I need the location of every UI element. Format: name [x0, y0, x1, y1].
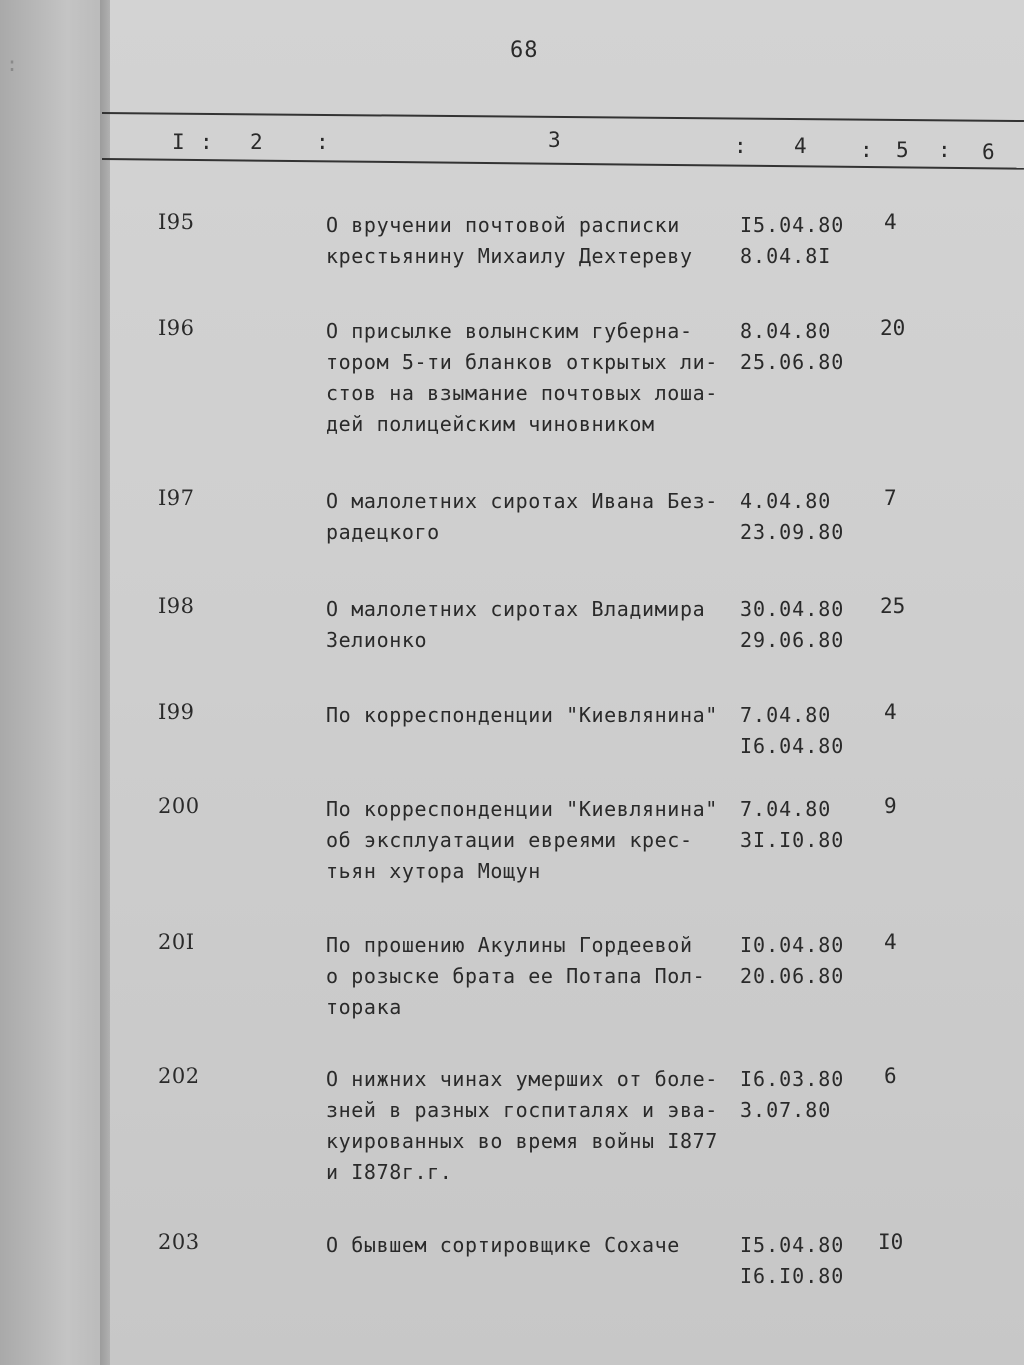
record-title: О присылке волынским губерна- тором 5-ти бланков открытых ли- стов на взымание почтовых лоша- дей полицейским чиновником: [326, 319, 718, 436]
column-6-label: 6: [982, 140, 995, 164]
record-sheet-count: I0: [878, 1230, 904, 1254]
record-sheet-count: 9: [884, 794, 897, 818]
record-dates: 4.04.80 23.09.80: [740, 489, 845, 544]
record-dates: I0.04.80 20.06.80: [740, 933, 845, 988]
column-separator: :: [316, 130, 329, 154]
record-dates: I5.04.80 8.04.8I: [740, 213, 845, 268]
record-number: I99: [158, 700, 195, 724]
record-dates: I5.04.80 I6.I0.80: [740, 1233, 845, 1288]
record-title: О вручении почтовой расписки крестьянину Михаилу Дехтереву: [326, 213, 693, 268]
record-title: О малолетних сиротах Владимира Зелионко: [326, 597, 706, 652]
record-title: О малолетних сиротах Ивана Без- радецкого: [326, 489, 718, 544]
record-title: По корреспонденции "Киевлянина": [326, 703, 718, 727]
page-number: 68: [510, 38, 539, 63]
record-number: 202: [158, 1064, 200, 1088]
record-dates: 8.04.80 25.06.80: [740, 319, 845, 374]
column-4-label: 4: [794, 134, 807, 158]
column-1-label: I: [172, 130, 185, 154]
record-dates: I6.03.80 3.07.80: [740, 1067, 845, 1122]
record-number: 200: [158, 794, 200, 818]
record-sheet-count: 4: [884, 700, 897, 724]
record-title: О бывшем сортировщике Сохаче: [326, 1233, 680, 1257]
record-dates: 30.04.80 29.06.80: [740, 597, 845, 652]
record-sheet-count: 4: [884, 930, 897, 954]
adjacent-page-mark: :: [6, 52, 19, 76]
record-number: I95: [158, 210, 195, 234]
record-number: 203: [158, 1230, 200, 1254]
record-sheet-count: 25: [880, 594, 906, 618]
column-separator: :: [860, 138, 873, 162]
column-separator: :: [938, 138, 951, 162]
record-dates: 7.04.80 I6.04.80: [740, 703, 845, 758]
record-sheet-count: 7: [884, 486, 897, 510]
column-2-label: 2: [250, 130, 263, 154]
record-title: По прошению Акулины Гордеевой о розыске брата ее Потапа Пол- торака: [326, 933, 706, 1019]
record-sheet-count: 20: [880, 316, 906, 340]
record-sheet-count: 6: [884, 1064, 897, 1088]
record-number: I96: [158, 316, 195, 340]
record-title: О нижних чинах умерших от боле- зней в разных госпиталях и эва- куированных во время войны I877 и I878г.г.: [326, 1067, 718, 1184]
column-3-label: 3: [548, 128, 561, 152]
adjacent-page: [0, 0, 112, 1365]
column-separator: :: [734, 134, 747, 158]
column-5-label: 5: [896, 138, 909, 162]
record-dates: 7.04.80 3I.I0.80: [740, 797, 845, 852]
record-number: I98: [158, 594, 195, 618]
record-title: По корреспонденции "Киевлянина" об эксплуатации евреями крес- тьян хутора Мощун: [326, 797, 718, 883]
record-sheet-count: 4: [884, 210, 897, 234]
column-separator: :: [200, 130, 213, 154]
record-number: 20I: [158, 930, 195, 954]
record-number: I97: [158, 486, 195, 510]
